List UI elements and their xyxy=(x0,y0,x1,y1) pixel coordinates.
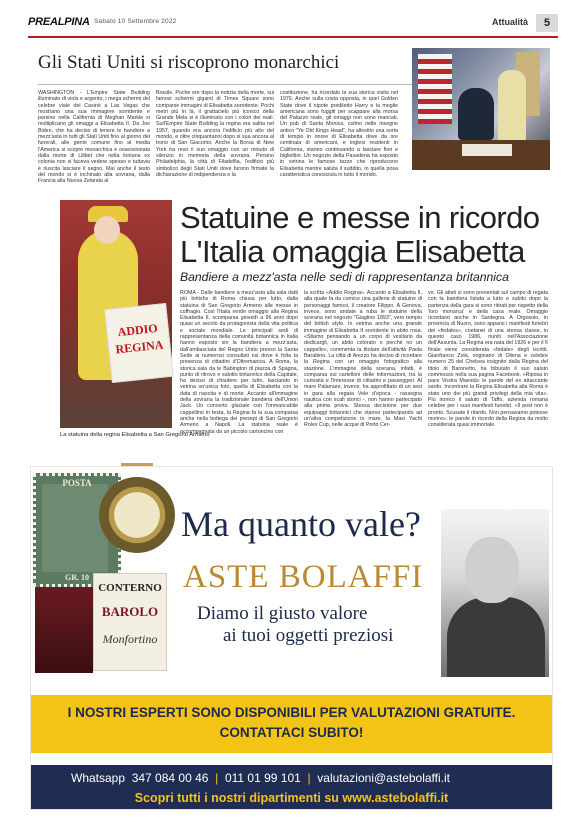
banner-line-1: I NOSTRI ESPERTI SONO DISPONIBILI PER VALUTAZIONI GRATUITE. xyxy=(67,705,516,720)
top-article-col-3: costituzione, ha ricordato la sua storica visita nel 1976. Anche sulla costa opposta, in quel Golden State dove il nipote prediletto Harry e la moglie americana sono fuggiti per scappare alla morsa del Palazzo reale, gli omaggi non sono mancati. Un pub di Santa Monica, colmo nelle insegne antico "Ye Old Kings Head", ha allestito una sorta di tempio in onore di Elisabetta dove da ore centinaia di americani, e inglesi residenti in California, stanno continuando a lasciare fiori e bigliettini. Un negozio della Pasadena ha esposto in vetrina le famose tazze che riproducono Elisabetta mentre saluta il suddito, in quella posa caratteristica conosciuta in tutto il mondo. xyxy=(280,90,398,178)
bolaffi-advertisement[interactable] xyxy=(30,466,553,810)
addio-regina-sign xyxy=(104,303,173,383)
separator-2: | xyxy=(304,771,314,785)
watch-band xyxy=(121,463,153,567)
stamp-portrait xyxy=(42,484,108,572)
email-link[interactable]: valutazioni@astebolaffi.it xyxy=(317,771,450,785)
ad-subline-1: Diamo il giusto valore xyxy=(197,603,368,624)
bottle-maker: CONTERNO xyxy=(98,582,162,594)
website-line[interactable]: Scopri tutti i nostri dipartimenti su www.astebolaffi.it xyxy=(134,791,449,805)
yellow-banner xyxy=(31,695,552,753)
photo-caption: La statuina della regina Elisabetta a San Gregorio Armeno xyxy=(60,432,210,438)
main-article-photo xyxy=(60,200,172,428)
portrait-body xyxy=(447,597,545,677)
whatsapp-number[interactable]: 347 084 00 46 xyxy=(131,771,209,785)
page-number: 5 xyxy=(536,14,558,32)
bottle-name: Monfortino xyxy=(102,632,158,646)
wine-bottle-image xyxy=(35,585,93,673)
top-article-col-2: Brasile. Poche ore dopo la notizia della morte, sui famosi schermi giganti di Times Square sono comparse immagini di Elisabetta sorridente. Pochi metri più in là, il grattacielo più iconico della Grande Mela si è illuminato con i colori dei reali. Sull'Empire State Building la regina era salita nel 1957, quando era ancora l'edificio più alto del mondo, e oltre cinquantanni dopo si sua ancora al trono di San Giacomo. Anche la Borsa di New York ha reso il suo omaggio con un minuto di silenzio in memoria della sovrana. Persino Philadelphia, la città di Filadelfia, l'edificio più simbolico degli Stati Uniti dove furono firmate la dichiarazione di indipendenza e la xyxy=(156,90,274,178)
condolence-book xyxy=(462,144,512,156)
top-article-headline: Gli Stati Uniti si riscoprono monarchici xyxy=(38,52,340,73)
top-article-photo xyxy=(412,48,550,170)
stamp-bottom-text: GR. 10 xyxy=(65,573,89,582)
sign-text-line2: REGINA xyxy=(114,337,165,357)
top-article-col-1: WASHINGTON - L'Empire State Building illuminato di viola e argento, i mega schermi del celebre viale dei Casinò a Las Vegas che mostrano una sua immagine sorridente e persino nella California di Meghan Markle si moltiplicano gli omaggi a Elisabetta II. Da Joe Biden, che ha deciso di tenere le bandiere a mezz'asta in tutti gli Stati Uniti fino al giorno dei funerali, alle gente comune fino al media l'America si scopre monarchica e ossessionata dalla morte di Lilibet che nella lontana ex colonia non si faceva vedere spesso e tuttavia è riuscita lasciare il segno. Mai anche il testo del mondo si è inchinato alla sovrana, dalla Francia alla Nuova Zelanda al xyxy=(38,90,150,185)
main-article-col-1: ROMA - Dalle bandiere a mezz'asta alla sala datti più britishs di Roma chiusa per lutto, dalla statuina di San Gregorio Armeno alle messe in cuffragio. Così l'Italia rende omaggio alla Regina Elisabetta II, scomparsa giovedì a 96 anni dopo quasi un secolo da protagonista della vita politica e sociale mondiale. Le principali sedi di rappresentanza della comunità britannica in Italia hanno esposto sin la bandiera a mezz'asta, dall'ambasciata del Regno Unito presso la Santa Sede ai numerosi consultati nsi dove è folta la presenza di cittadini d'Oltremanica. A Roma, la storica sala da te Babington di piazza di Spagna, punto di ritrovo e salotto britannico della Capitale, ha deciso di chiudere per lutto, lasciando in vetrina un'unica foto, quella di Elisabetta con la data di nascita e di morte. Accanto all'immagine della sovrana la tradizionale bandiera dell'Union Jack. Un concerto glaciale con l'immancabile cappellino in testa, la Regina fa la sua comparsa anche nella bottega dei presepi di San Gregorio Armeno a Napoli. La statuina reale è accompagnata da un piccolo cartoncino con xyxy=(180,290,298,435)
portrait-image xyxy=(441,509,549,677)
issue-date: Sabato 10 Settembre 2022 xyxy=(94,18,177,25)
banner-line-2: CONTATTACI SUBITO! xyxy=(219,725,364,740)
newspaper-logo: PREALPINA xyxy=(28,16,90,28)
main-article-col-3: vo. Gli atleti si sono presentati sul campo di regata con la bandiera listata a lutto e subito dopo la partenza della gara si sono ritirati per rispetto della 'loro monarca' e della casa reale. Omaggio ricordano anche in Sardegna. A Orgosolo, in provincia di Nuoro, sono apparsi i manifesti funebri dei «fedales», coetanei di una stessa classe, in questo caso 1986, riuniti nell'Associazione dell'Assunta. La Regina era nata del 1926 e per il 6 finale viene considerata «fedale» degli iscritti. Gianfranco Zola, originario di Oliena e celebre numero 25 del Chelsea insignito dalla Regina del titolo di Baronetto, ha tributato il suo saluto commosso nella sua pagina Facebook. «Riposa in pace Vostra Maestà» le parole del ex attaccante sardo. Incontrare la Regina Elisabetta alla Roma è stato uno dei più grandi privilegi della mia vita». Più ironico il saluto di Taffo, azienda romana celebre per i suoi manifesti funebri. «Il post non è pronto. Scusate il ritardo. Non pensavamo potesse morire». le parole in ricordo della Regina da molto considerata quasi immortale. xyxy=(428,290,548,429)
main-article-col-2: la scritta «Addio Regina». Accanto a Elisabetta II, alla quale fa da cornice una galleria di statuine di personaggi famosi, il creatore Filippo. A Genova, invece, sono andate a ruba le statuine della sovrana nel negozio "Giaglino 1893", vero tempio del british style. In vetrina anche una grande immagine di Elisabetta II sorridente in abito rosa. «Stiamo pensando a un corpo di vestiario da dedicargli, un abito colorato o perché no un cappello», commenta la titolare dell'attività Paola Barabino. La città di Arezzo ha deciso di ricordare la Regina con un omaggio fotografico alla stazione. L'immagine della sovrana, infatti, è comparsa sui cartelloni delle informazioni, tra la curiosità e l'interesse di cittadini e passeggeri. Al mare Palamare, invece, ha approfittato di un sesi in gara alla regata Vele d'epoca - rassegna nautica con scafi storici -, non hanno partecipato alla prima prova. Stessa decisione per due equipaggi britannici che stanno partecipando ad un'altra competizione in mare, la Maxi Yacht Rolex Cup, nelle acque di Porto Cer- xyxy=(304,290,422,429)
barolo-label xyxy=(93,573,167,671)
portrait-head xyxy=(465,537,519,603)
man-figure xyxy=(458,88,494,140)
main-headline-line1: Statuine e messe in ricordo xyxy=(180,200,540,235)
separator-1: | xyxy=(211,771,222,785)
phone-number[interactable]: 011 01 99 101 xyxy=(224,771,301,785)
face-shape xyxy=(94,216,120,244)
woman-figure xyxy=(498,70,526,142)
sign-text-line1: ADDIO xyxy=(117,321,159,340)
stamp-top-text: POSTA xyxy=(62,478,92,488)
section-name: Attualità xyxy=(492,17,528,27)
gold-watch-image xyxy=(99,477,175,553)
us-flag-shape xyxy=(418,54,452,124)
whatsapp-label: Whatsapp xyxy=(71,771,126,785)
main-headline-line2: L'Italia omaggia Elisabetta xyxy=(180,234,525,269)
main-subheadline: Bandiere a mezz'asta nelle sedi di rappresentanza britannica xyxy=(180,270,509,284)
ad-subline-2: ai tuoi oggetti preziosi xyxy=(223,625,394,646)
contact-line xyxy=(71,771,450,785)
ad-headline: Ma quanto vale? xyxy=(181,504,421,544)
page-header xyxy=(28,14,558,38)
bottle-wine: BAROLO xyxy=(101,604,159,619)
ad-brand: ASTE BOLAFFI xyxy=(183,559,424,595)
